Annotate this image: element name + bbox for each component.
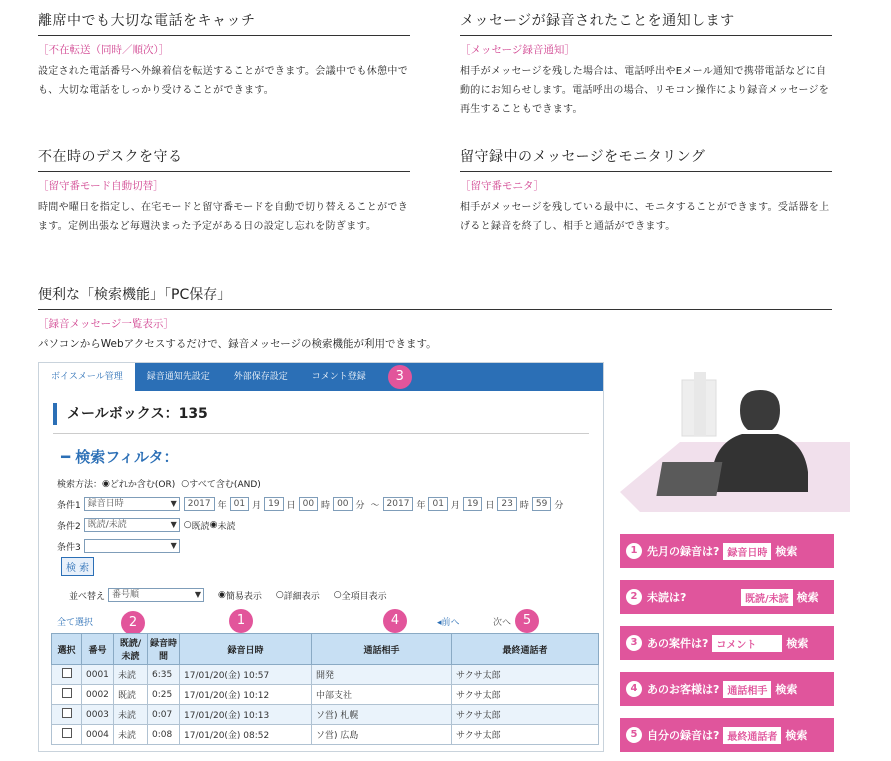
cell-last-caller: サクサ太郎 xyxy=(452,705,599,725)
tip-question: あの案件は? xyxy=(647,637,709,650)
tip-question: 未読は? xyxy=(647,591,687,604)
cell-status: 未読 xyxy=(114,705,148,725)
to-month[interactable]: 01 xyxy=(428,497,447,511)
list-toolbar xyxy=(57,611,597,631)
from-hour[interactable]: 00 xyxy=(299,497,318,511)
message-table xyxy=(51,633,599,745)
row-checkbox[interactable] xyxy=(62,668,72,678)
cell-party: 中部支社 xyxy=(312,685,452,705)
section-title: メッセージが録音されたことを通知します xyxy=(460,10,832,36)
row-checkbox[interactable] xyxy=(62,708,72,718)
cond2-label: 条件2 xyxy=(57,521,81,532)
section-absent-forward xyxy=(38,10,410,100)
businessman-illustration xyxy=(620,362,850,522)
to-day[interactable]: 19 xyxy=(463,497,482,511)
row-checkbox[interactable] xyxy=(62,688,72,698)
section-body: パソコンからWebアクセスするだけで、録音メッセージの検索機能が利用できます。 xyxy=(38,338,437,350)
section-tag: ［メッセージ録音通知］ xyxy=(460,44,575,56)
section-search xyxy=(38,284,832,351)
tip-keyword: 通話相手 xyxy=(723,681,771,698)
tip-question: 自分の録音は? xyxy=(647,729,720,742)
unit-min: 分 xyxy=(355,500,365,511)
search-method-row xyxy=(57,477,603,490)
col-party: 通話相手 xyxy=(312,634,452,665)
section-tag: ［留守番モード自動切替］ xyxy=(38,180,164,192)
tip-keyword: 最終通話者 xyxy=(723,727,781,744)
table-row[interactable] xyxy=(52,705,599,725)
range-tilde: 〜 xyxy=(370,500,380,511)
tip-action: 検索 xyxy=(786,637,809,650)
cell-number: 0003 xyxy=(82,705,114,725)
condition3-row xyxy=(57,539,603,553)
section-body: 相手がメッセージを残した場合は、電話呼出やEメール通知で携帯電話などに自動的にお知らせします。電話呼出の場合、リモコン操作により録音メッセージを再生することもできます。 xyxy=(460,66,830,115)
tab-comment[interactable]: コメント登録 xyxy=(311,372,366,382)
to-min[interactable]: 59 xyxy=(532,497,551,511)
tab-external-save[interactable]: 外部保存設定 xyxy=(233,372,288,382)
callout-badge: 2 xyxy=(121,611,145,635)
search-tip-2 xyxy=(620,580,834,614)
table-row[interactable] xyxy=(52,725,599,745)
section-title: 便利な「検索機能」「PC保存」 xyxy=(38,284,832,310)
search-button[interactable]: 検 索 xyxy=(61,557,94,576)
read-label: 既読 xyxy=(191,521,210,532)
row-checkbox[interactable] xyxy=(62,728,72,738)
prev-link[interactable]: ◂前へ xyxy=(437,618,460,628)
radio-unread-icon[interactable]: ◉ xyxy=(209,520,218,530)
next-link[interactable]: 次へ xyxy=(493,618,512,628)
callout-badge: 3 xyxy=(388,365,412,389)
unit-year: 年 xyxy=(217,500,227,511)
to-hour[interactable]: 23 xyxy=(497,497,516,511)
section-tag: ［録音メッセージ一覧表示］ xyxy=(38,318,174,330)
from-year[interactable]: 2017 xyxy=(184,497,215,511)
from-month[interactable]: 01 xyxy=(230,497,249,511)
select-all-link[interactable]: 全て選択 xyxy=(57,618,94,628)
col-select: 選択 xyxy=(52,634,82,665)
section-message-notify xyxy=(460,10,832,119)
cell-number: 0002 xyxy=(82,685,114,705)
cell-status: 未読 xyxy=(114,665,148,685)
tip-action: 検索 xyxy=(796,591,819,604)
section-monitor xyxy=(460,146,832,236)
tip-action: 検索 xyxy=(775,683,798,696)
callout-badge: 4 xyxy=(383,609,407,633)
tip-action: 検索 xyxy=(785,729,808,742)
unit-min: 分 xyxy=(554,500,564,511)
cell-datetime: 17/01/20(金) 10:12 xyxy=(180,685,312,705)
cell-party: ソ営) 広島 xyxy=(312,725,452,745)
radio-simple-icon[interactable]: ◉ xyxy=(218,590,226,600)
section-title: 離席中でも大切な電話をキャッチ xyxy=(38,10,410,36)
cell-number: 0001 xyxy=(82,665,114,685)
unit-month: 月 xyxy=(252,500,262,511)
unit-year: 年 xyxy=(416,500,426,511)
tip-keyword: コメント xyxy=(712,635,782,652)
search-tip-4 xyxy=(620,672,834,706)
cond3-select[interactable] xyxy=(84,539,180,553)
unread-label: 未読 xyxy=(217,521,236,532)
condition1-row xyxy=(57,497,603,511)
method-or: どれか含む(OR) xyxy=(109,480,176,490)
from-day[interactable]: 19 xyxy=(264,497,283,511)
section-title: 不在時のデスクを守る xyxy=(38,146,410,172)
mailbox-title: メールボックス：135 xyxy=(53,403,603,425)
tip-question: あのお客様は? xyxy=(647,683,720,696)
tip-keyword: 既読/未読 xyxy=(741,589,793,606)
view-simple: 簡易表示 xyxy=(225,591,262,602)
cond3-label: 条件3 xyxy=(57,542,81,553)
cell-datetime: 17/01/20(金) 10:57 xyxy=(180,665,312,685)
unit-day: 日 xyxy=(286,500,296,511)
search-tip-5 xyxy=(620,718,834,752)
tip-action: 検索 xyxy=(775,545,798,558)
sort-row xyxy=(69,588,603,602)
cell-duration: 0:07 xyxy=(148,705,180,725)
cond2-select[interactable]: 既読/未読 ▼ xyxy=(84,518,180,532)
cell-datetime: 17/01/20(金) 08:52 xyxy=(180,725,312,745)
filter-title: ━ 検索フィルタ： xyxy=(61,448,179,466)
unit-month: 月 xyxy=(450,500,460,511)
radio-read-icon[interactable]: ○ xyxy=(183,520,192,530)
radio-detail-icon[interactable]: ○ xyxy=(275,590,284,600)
tab-voicemail[interactable]: ボイスメール管理 xyxy=(39,363,135,391)
from-min[interactable]: 00 xyxy=(333,497,352,511)
section-tag: ［留守番モニタ］ xyxy=(460,180,544,192)
search-tip-3 xyxy=(620,626,834,660)
section-auto-mode xyxy=(38,146,410,236)
section-body: 設定された電話番号へ外線着信を転送することができます。会議中でも休憩中でも、大切な電話をしっかり受けることができます。 xyxy=(38,66,408,96)
cell-last-caller: サクサ太郎 xyxy=(452,665,599,685)
cell-last-caller: サクサ太郎 xyxy=(452,725,599,745)
radio-all-icon[interactable]: ○ xyxy=(333,590,342,600)
callout-badge: 5 xyxy=(515,609,539,633)
section-tag: ［不在転送（同時／順次）］ xyxy=(38,44,170,56)
tab-bar xyxy=(39,363,603,391)
tip-number: 5 xyxy=(626,727,642,743)
divider xyxy=(53,433,589,434)
method-label: 検索方法： xyxy=(57,480,103,490)
section-body: 時間や曜日を指定し、在宅モードと留守番モードを自動で切り替えることができます。定例出張など毎週決まった予定がある日の設定し忘れを防ぎます。 xyxy=(38,202,408,232)
cell-duration: 6:35 xyxy=(148,665,180,685)
radio-and-icon[interactable]: ○ xyxy=(181,478,190,489)
unit-hour: 時 xyxy=(519,500,529,511)
table-row[interactable] xyxy=(52,685,599,705)
table-header xyxy=(52,634,599,665)
col-last-caller: 最終通話者 xyxy=(452,634,599,665)
search-tip-1 xyxy=(620,534,834,568)
unit-day: 日 xyxy=(485,500,495,511)
col-duration: 録音時間 xyxy=(148,634,180,665)
section-body: 相手がメッセージを残している最中に、モニタすることができます。受話器を上げると録音を終了し、相手と通話ができます。 xyxy=(460,202,830,232)
sort-label: 並べ替え xyxy=(69,591,106,602)
callout-badge: 1 xyxy=(229,609,253,633)
tip-number: 4 xyxy=(626,681,642,697)
cell-last-caller: サクサ太郎 xyxy=(452,685,599,705)
view-detail: 詳細表示 xyxy=(283,591,320,602)
tip-number: 3 xyxy=(626,635,642,651)
method-and: すべて含む(AND) xyxy=(189,480,261,490)
to-year[interactable]: 2017 xyxy=(383,497,414,511)
voicemail-web-ui xyxy=(38,362,604,752)
sort-select[interactable]: 番号順 ▼ xyxy=(108,588,204,602)
cond1-label: 条件1 xyxy=(57,500,81,511)
cell-status: 未読 xyxy=(114,725,148,745)
cell-duration: 0:08 xyxy=(148,725,180,745)
cell-party: ソ営) 札幌 xyxy=(312,705,452,725)
cell-number: 0004 xyxy=(82,725,114,745)
unit-hour: 時 xyxy=(321,500,331,511)
tip-keyword: 録音日時 xyxy=(723,543,771,560)
col-number: 番号 xyxy=(82,634,114,665)
cond1-select[interactable]: 録音日時 ▼ xyxy=(84,497,180,511)
radio-or-icon[interactable]: ◉ xyxy=(102,478,110,489)
table-row[interactable] xyxy=(52,665,599,685)
view-all: 全項目表示 xyxy=(341,591,387,602)
cell-party: 開発 xyxy=(312,665,452,685)
cell-duration: 0:25 xyxy=(148,685,180,705)
tip-number: 2 xyxy=(626,589,642,605)
tip-number: 1 xyxy=(626,543,642,559)
tip-question: 先月の録音は? xyxy=(647,545,720,558)
section-title: 留守録中のメッセージをモニタリング xyxy=(460,146,832,172)
tab-notify-settings[interactable]: 録音通知先設定 xyxy=(146,372,210,382)
col-datetime: 録音日時 xyxy=(180,634,312,665)
condition2-row xyxy=(57,518,603,532)
cell-datetime: 17/01/20(金) 10:13 xyxy=(180,705,312,725)
cell-status: 既読 xyxy=(114,685,148,705)
col-read: 既読/未読 xyxy=(114,634,148,665)
